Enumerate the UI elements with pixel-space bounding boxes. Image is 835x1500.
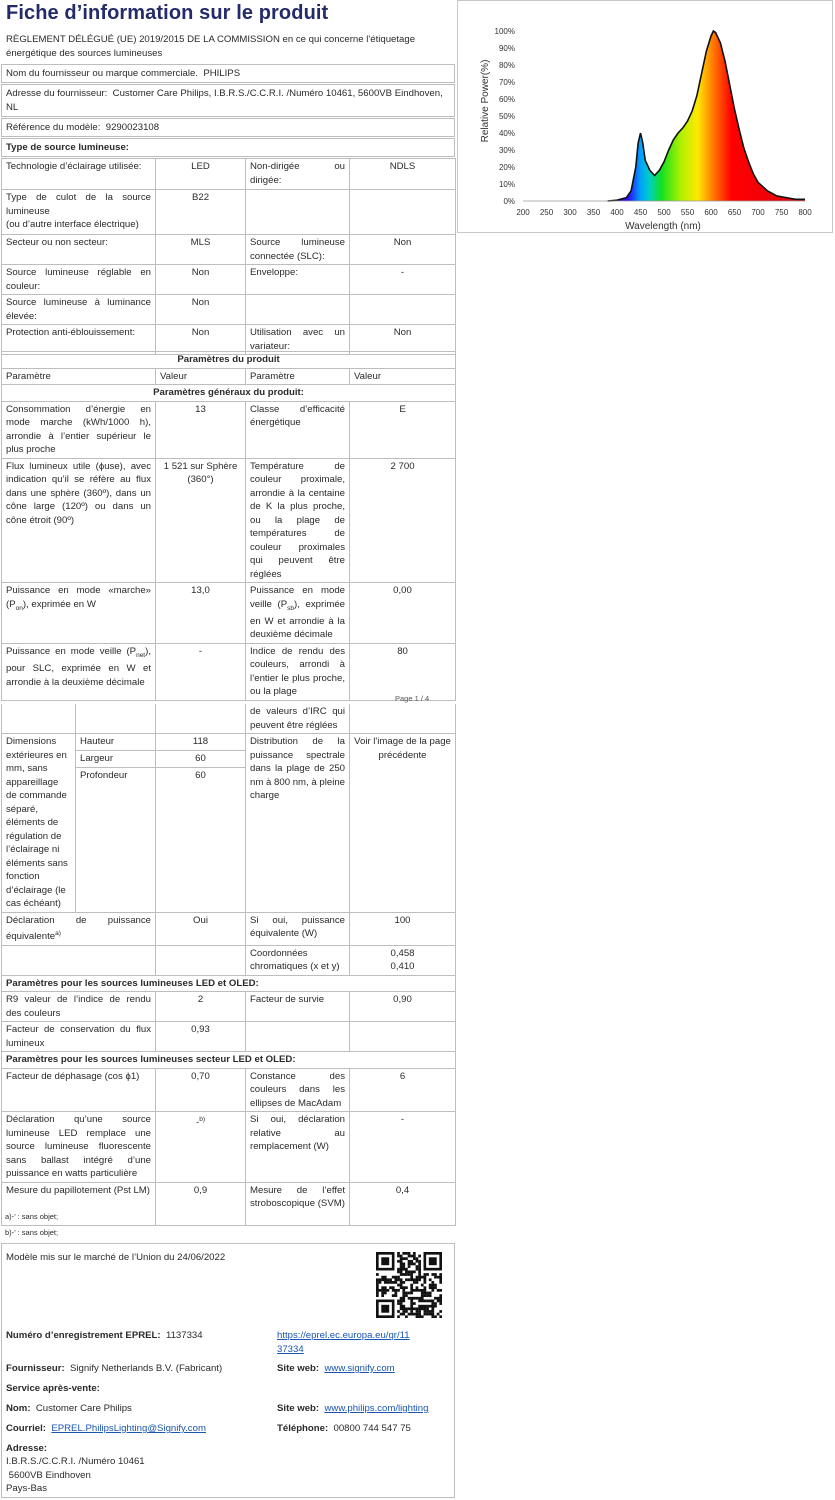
supplier-line: Fournisseur: Signify Netherlands B.V. (Fabricant): [6, 1363, 223, 1374]
table-row: Flux lumineux utile (ϕuse), avec indication qu’il se réfère au flux dans une sphère (360º), dans un cône large (120º) ou dans un cône étroit (90º) 1 521 sur Sphère (360°) Température de couleur proximale, arrondie à la centaine de K la plus proche, ou la plage de températures de couleur proximales qui peuvent être réglées 2 700: [2, 458, 456, 583]
philips-link[interactable]: www.philips.com/lighting: [324, 1403, 429, 1414]
x-tick-label: 250: [539, 208, 554, 217]
site-line-2: Site web: www.philips.com/lighting: [277, 1403, 429, 1414]
x-axis-label: Wavelength (nm): [625, 221, 701, 232]
footnote-a: a)-’ : sans objet;: [5, 1212, 59, 1221]
x-tick-label: 500: [657, 208, 671, 217]
x-tick-label: 350: [586, 208, 601, 217]
y-tick-label: 50%: [498, 112, 515, 121]
product-params-cont-table: [1, 704, 456, 1226]
y-tick-label: 30%: [498, 146, 515, 155]
x-tick-label: 300: [563, 208, 577, 217]
model-reference-row: Référence du modèle: 9290023108: [1, 118, 455, 137]
y-tick-label: 10%: [498, 180, 515, 189]
aftersales-heading: Service après-vente:: [6, 1383, 100, 1394]
email-link[interactable]: EPREL.PhilipsLighting@Signify.com: [51, 1423, 206, 1434]
x-tick-label: 450: [633, 208, 648, 217]
table-row: Source lumineuse à luminance élevée: Non: [2, 295, 456, 325]
y-tick-label: 90%: [498, 44, 515, 53]
y-tick-label: 70%: [498, 78, 515, 87]
table-row: Déclaration de puissance équivalente$^{a)}$ Oui Si oui, puissance équivalente (W) 100: [2, 912, 456, 945]
phone-line: Téléphone: 00800 744 547 75: [277, 1423, 411, 1434]
y-tick-label: 40%: [498, 129, 515, 138]
table-row: Profondeur 60: [2, 767, 456, 912]
supplier-address-row: Adresse du fournisseur: Customer Care Philips, I.B.R.S./C.C.R.I. /Numéro 10461, 5600VB Eindhoven, NL: [1, 84, 455, 117]
page-number: Page 1 / 4: [395, 694, 430, 703]
params-heading: Paramètres du produit: [2, 352, 456, 369]
eprel-number: Numéro d’enregistrement EPREL: 1137334: [6, 1330, 203, 1341]
x-tick-label: 600: [704, 208, 718, 217]
table-row: Largeur 60: [2, 750, 456, 767]
market-date: Modèle mis sur le marché de l’Union du 24/06/2022: [6, 1252, 226, 1263]
x-tick-label: 800: [798, 208, 812, 217]
table-row: Dimensions extérieures en mm, sans appareillage de commande séparé, éléments de régulation de l’éclairage ni éléments sans fonction d’éclairage (le cas échéant) Hauteur 118 Distribution de la puissance spectrale dans la plage de 250 nm à 800 nm, à pleine charge Voir l'image de la page précédente: [2, 734, 456, 751]
footer-box: [1, 1243, 455, 1498]
y-tick-label: 100%: [494, 27, 515, 36]
table-row: Coordonnées chromatiques (x et y) 0,458 0,410: [2, 945, 456, 975]
eprel-link[interactable]: https://eprel.ec.europa.eu/qr/11 37334: [277, 1330, 410, 1355]
table-row: Mesure du papillotement (Pst LM) 0,9 Mesure de l’effet stroboscopique (SVM) 0,4: [2, 1182, 456, 1225]
table-row: Secteur ou non secteur: MLS Source lumineuse connectée (SLC): Non: [2, 235, 456, 265]
mail-line: Courriel: EPREL.PhilipsLighting@Signify.com: [6, 1423, 206, 1434]
mains-heading: Paramètres pour les sources lumineuses secteur LED et OLED:: [2, 1052, 456, 1069]
table-row: Protection anti-éblouissement: Non Utilisation avec un variateur: Non: [2, 325, 456, 355]
supplier-name-row: Nom du fournisseur ou marque commerciale. PHILIPS: [1, 64, 455, 83]
x-tick-label: 650: [727, 208, 742, 217]
table-row: Consommation d’énergie en mode marche (kWh/1000 h), arrondie à l’entier supérieur le plus proche 13 Classe d’efficacité énergétique E: [2, 401, 456, 458]
qr-code-icon: [376, 1252, 442, 1318]
name-line: Nom: Customer Care Philips: [6, 1403, 132, 1414]
x-tick-label: 550: [680, 208, 695, 217]
source-type-table: [1, 158, 456, 355]
y-tick-label: 60%: [498, 95, 515, 104]
y-tick-label: 0%: [503, 197, 515, 206]
table-row: Facteur de déphasage (cos ϕ1) 0,70 Constance des couleurs dans les ellipses de MacAdam 6: [2, 1068, 456, 1112]
address-label: Adresse:: [6, 1443, 48, 1454]
table-row: Puissance en mode veille $(P_{net})$, pour SLC, exprimée en W et arrondie à la deuxième décimale - Indice de rendu des couleurs, arrondi à l’entier le plus proche, ou la plage 80: [2, 643, 456, 700]
y-tick-label: 80%: [498, 61, 515, 70]
signify-link[interactable]: www.signify.com: [324, 1363, 395, 1374]
x-tick-label: 750: [774, 208, 789, 217]
y-axis-label: Relative Power(%): [480, 59, 491, 143]
spectrum-chart: [457, 0, 833, 233]
table-row: Source lumineuse réglable en couleur: Non Enveloppe: -: [2, 265, 456, 295]
column-headers: Paramètre Valeur Paramètre Valeur: [2, 368, 456, 385]
table-row: R9 valeur de l’indice de rendu des couleurs 2 Facteur de survie 0,90: [2, 992, 456, 1022]
led-heading: Paramètres pour les sources lumineuses LED et OLED:: [2, 975, 456, 992]
table-row: Déclaration qu’une source lumineuse LED remplace une source lumineuse fluorescente sans ballast intégré d’une puissance en watts particulière -$^{b)}$ Si oui, déclaration relative au remplacement (W) -: [2, 1112, 456, 1183]
product-params-table: [1, 351, 456, 701]
table-row: de valeurs d’IRC qui peuvent être réglées: [2, 704, 456, 734]
x-tick-label: 200: [516, 208, 530, 217]
source-type-heading: Type de source lumineuse:: [1, 138, 455, 157]
table-row: Facteur de conservation du flux lumineux 0,93: [2, 1022, 456, 1052]
table-row: Technologie d’éclairage utilisée: LED Non-dirigée ou dirigée: NDLS: [2, 159, 456, 190]
table-row: Type de culot de la source lumineuse (ou d’autre interface électrique) B22: [2, 190, 456, 235]
general-heading: Paramètres généraux du produit:: [2, 385, 456, 402]
address-block: I.B.R.S./C.C.R.I. /Numéro 10461 5600VB Eindhoven Pays-Bas: [6, 1456, 145, 1494]
regulation-text: RÈGLEMENT DÉLÉGUÉ (UE) 2019/2015 DE LA COMMISSION en ce qui concerne l'étiquetage énergétique des sources lumineuses: [6, 34, 416, 59]
x-tick-label: 700: [751, 208, 765, 217]
site-line-1: Site web: www.signify.com: [277, 1363, 395, 1374]
page-title: Fiche d’information sur le produit: [6, 2, 329, 24]
y-tick-label: 20%: [498, 163, 515, 172]
x-tick-label: 400: [610, 208, 624, 217]
footnote-b: b)-’ : sans objet;: [5, 1228, 59, 1237]
table-row: Puissance en mode «marche» $(P_{on})$, exprimée en W 13,0 Puissance en mode veille $(P_{sb})$, exprimée en W et arrondie à la deuxième décimale 0,00: [2, 583, 456, 644]
